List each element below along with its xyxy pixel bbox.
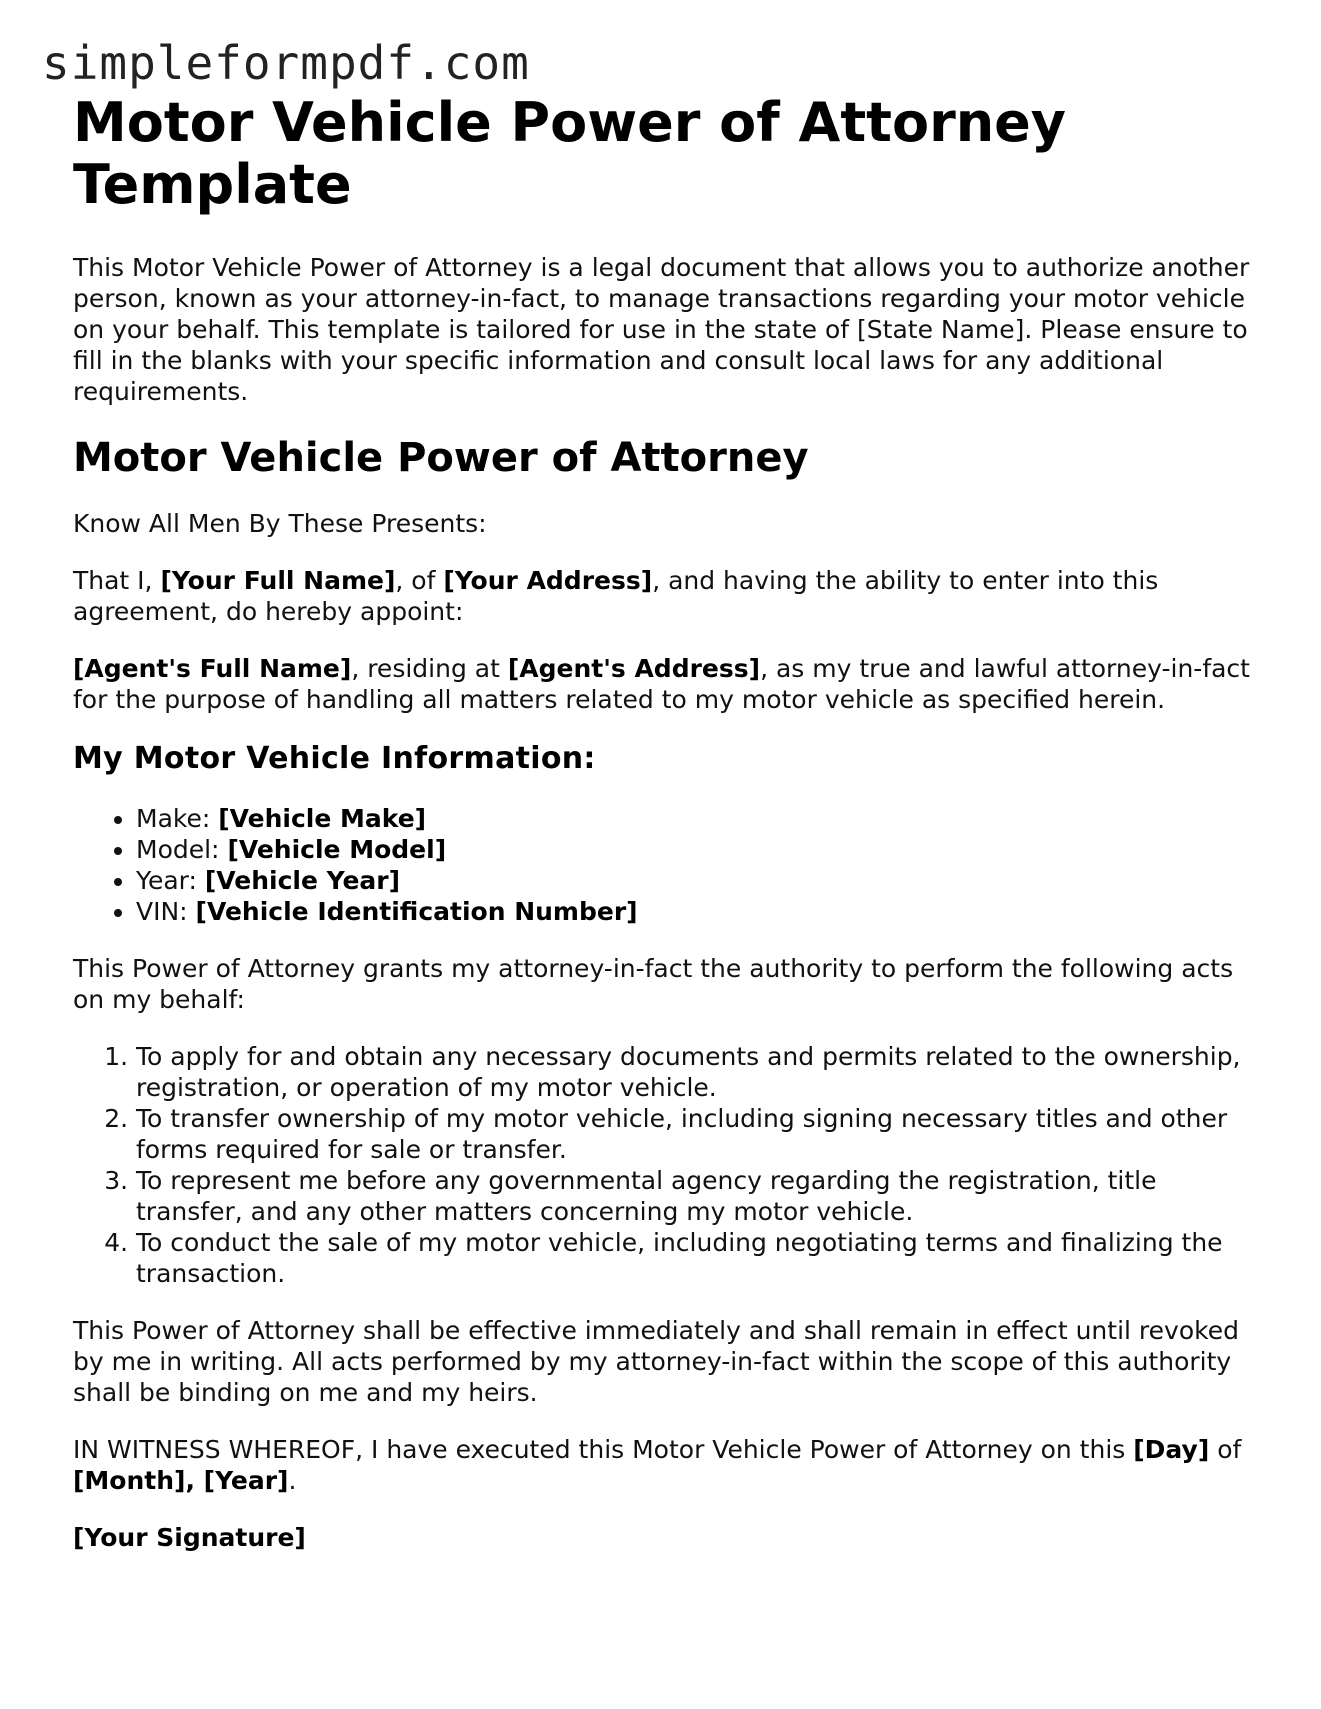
witness-end: . [288, 1466, 297, 1495]
document-page [73, 92, 1258, 1553]
vehicle-info-list [73, 803, 1258, 927]
document-title: Motor Vehicle Power of Attorney Template [73, 91, 1066, 216]
agent-address-field: [Agent's Address] [507, 654, 761, 683]
act-item: 1. To apply for and obtain any necessary documents and permits related to the ownership, registration, or operation of my motor vehicle. [136, 1041, 1258, 1103]
section-title: Motor Vehicle Power of Attorney [73, 435, 809, 481]
list-item-label: VIN: [136, 897, 196, 926]
intro-paragraph: This Motor Vehicle Power of Attorney is a legal document that allows you to authorize another person, known as your attorney-in-fact, to manage transactions regarding your motor vehicle on your behalf. This template is tailored for use in the state of [State Name]. Please ensure to fill in the blanks with your specific information and consult local laws for any additional requirements. [73, 253, 1250, 406]
list-item-label: Make: [136, 804, 219, 833]
agent-mid: , residing at [351, 654, 508, 683]
vehicle-make-item [136, 803, 1258, 834]
act-item: 2. To transfer ownership of my motor vehicle, including signing necessary titles and other forms required for sale or transfer. [136, 1103, 1258, 1165]
witness-of: of [1209, 1435, 1242, 1464]
vehicle-vin-field: [Vehicle Identification Number] [195, 897, 638, 926]
vehicle-vin-item [136, 896, 1258, 927]
agent-suffix: , as my true and lawful attorney-in-fact for the purpose of handling all matters related to my motor vehicle as specified herein. [73, 654, 1250, 714]
principal-address-field: [Your Address] [443, 566, 653, 595]
site-watermark: simpleformpdf.com [42, 36, 530, 90]
acts-list [73, 1041, 1258, 1289]
act-item: 3. To represent me before any governmental agency regarding the registration, title transfer, and any other matters concerning my motor vehicle. [136, 1165, 1258, 1227]
principal-name-field: [Your Full Name] [160, 566, 396, 595]
agent-paragraph [73, 653, 1258, 715]
signature-line [73, 1522, 1258, 1553]
list-item-label: Year: [136, 866, 205, 895]
witness-day-field: [Day] [1133, 1435, 1210, 1464]
witness-paragraph [73, 1434, 1258, 1496]
act-item: 4. To conduct the sale of my motor vehicle, including negotiating terms and finalizing the transaction. [136, 1227, 1258, 1289]
vehicle-make-field: [Vehicle Make] [218, 804, 427, 833]
principal-prefix: That I, [73, 566, 161, 595]
vehicle-heading: My Motor Vehicle Information: [73, 741, 596, 776]
principal-suffix: , and having the ability to enter into this agreement, do hereby appoint: [73, 566, 1159, 626]
signature-field: [Your Signature] [73, 1523, 306, 1552]
principal-mid: , of [395, 566, 444, 595]
vehicle-year-item [136, 865, 1258, 896]
vehicle-model-item [136, 834, 1258, 865]
vehicle-year-field: [Vehicle Year] [204, 866, 401, 895]
effective-paragraph: This Power of Attorney shall be effective immediately and shall remain in effect until revoked by me in writing. All acts performed by my attorney-in-fact within the scope of this authority shall be binding on me and my heirs. [73, 1316, 1239, 1407]
vehicle-model-field: [Vehicle Model] [227, 835, 447, 864]
list-item-label: Model: [136, 835, 228, 864]
know-all-line: Know All Men By These Presents: [73, 509, 487, 538]
grants-intro-paragraph: This Power of Attorney grants my attorney-in-fact the authority to perform the following acts on my behalf: [73, 954, 1234, 1014]
agent-name-field: [Agent's Full Name] [73, 654, 352, 683]
principal-paragraph [73, 565, 1258, 627]
witness-text: IN WITNESS WHEREOF, I have executed this Motor Vehicle Power of Attorney on this [73, 1435, 1134, 1464]
witness-month-year-field: [Month], [Year] [73, 1466, 289, 1495]
